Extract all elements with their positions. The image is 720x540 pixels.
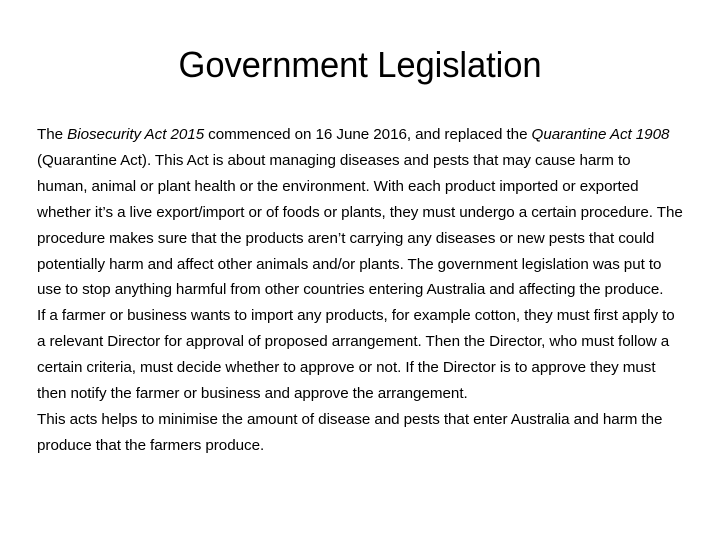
slide-title-placeholder	[36, 44, 684, 85]
paragraph-1-act-name-biosecurity: Biosecurity Act 2015	[67, 126, 205, 143]
paragraph-1-run-1: The	[37, 126, 68, 143]
body-paragraph-3: This acts helps to minimise the amount of disease and pests that enter Australia and harm the produce that the farmers produce.	[37, 410, 663, 454]
paragraph-1-run-5: (Quarantine Act). This Act is about managing diseases and pests that may cause harm to human, animal or plant health or the environment. With each product imported or exported whether it’s a live export/import or of foods or plants, they must undergo a certain procedure. The procedure makes sure that the products aren’t carrying any diseases or new pests that could potentially harm and affect other animals and/or plants. The government legislation was put to use to stop anything harmful from other countries entering Australia and affecting the produce.	[37, 151, 683, 299]
body-paragraph-2: If a farmer or business wants to import any products, for example cotton, they must first apply to a relevant Director for approval of proposed arrangement. Then the Director, who must follow a certain criteria, must decide whether to approve or not. If the Director is to approve they must then notify the farmer or business and approve the arrangement.	[37, 307, 675, 403]
page-title: Government Legislation	[178, 44, 542, 85]
paragraph-1-run-3: commenced on 16 June 2016, and replaced the	[204, 126, 532, 143]
paragraph-1-act-name-quarantine: Quarantine Act 1908	[531, 126, 670, 143]
body-paragraph-1	[37, 122, 685, 303]
slide-body-placeholder	[37, 122, 685, 459]
